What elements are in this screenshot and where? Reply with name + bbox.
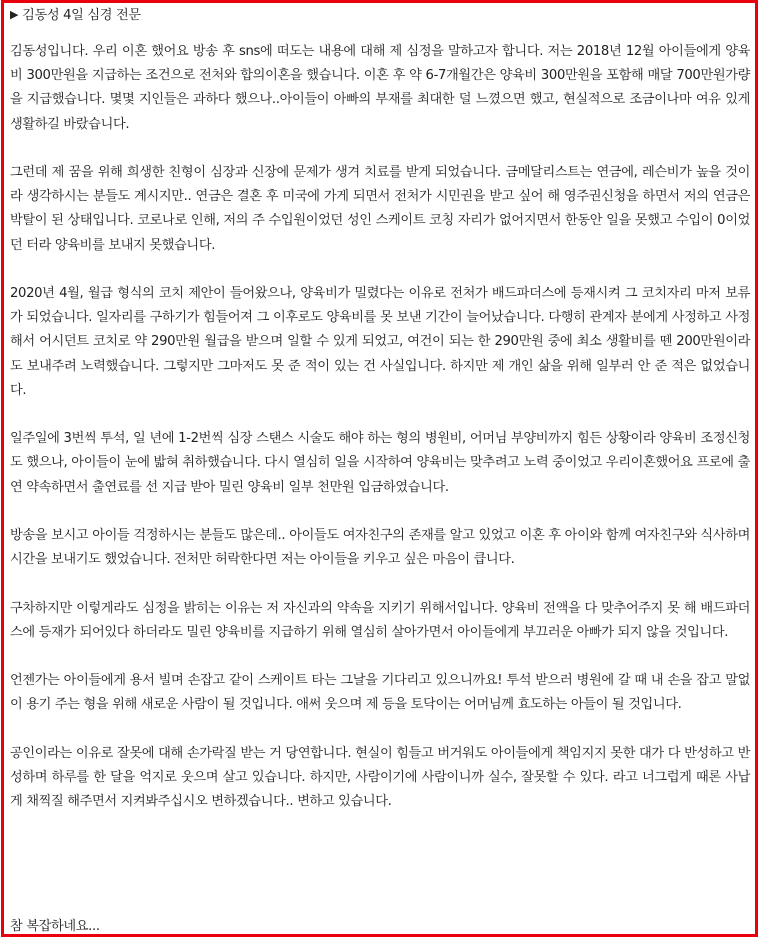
paragraph-7: 언젠가는 아이들에게 용서 빌며 손잡고 같이 스케이트 타는 그날을 기다리고 있으니까요! 투석 받으러 병원에 갈 때 내 손을 잡고 말없이 용기 주는 형을 위해 새로운 사람이 될 것입니다. 애써 웃으며 제 등을 토닥이는 어머님께 효도하는 아들이 될 것입니다. — [10, 673, 750, 713]
spacer — [10, 137, 750, 161]
paragraph-6: 구차하지만 이렇게라도 심정을 밝히는 이유는 저 자신과의 약속을 지키기 위해서입니다. 양육비 전액을 다 맞추어주지 못 해 배드파더스에 등재가 되어있다 하더라도 밀린 양육비를 지급하기 위해 열심히 살아가면서 아이들에게 부끄러운 아빠가 되지 않을 것입니다. — [10, 600, 750, 640]
article-title-text: 김동성 4일 심경 전문 — [22, 8, 141, 23]
article-frame — [1, 0, 758, 937]
paragraph-5: 방송을 보시고 아이들 걱정하시는 분들도 많은데.. 아이들도 여자친구의 존재를 알고 있었고 이혼 후 아이와 함께 여자친구와 식사하며 시간을 보내기도 했었습니다. 전처만 허락한다면 저는 아이들을 키우고 싶은 마음이 큽니다. — [10, 528, 750, 568]
paragraph-8: 공인이라는 이유로 잘못에 대해 손가락질 받는 거 당연합니다. 현실이 힘들고 버거워도 아이들에게 책임지지 못한 대가 다 반성하고 반성하며 하루를 한 달을 억지로 웃으며 살고 있습니다. 하지만, 사람이기에 사람이니까 실수, 잘못할 수 있다. 라고 너그럽게 때론 사납게 채찍질 해주면서 지켜봐주십시오 변하겠습니다.. 변하고 있습니다. — [10, 745, 750, 810]
triangle-bullet-icon: ▶ — [10, 8, 19, 21]
article-title — [10, 3, 750, 29]
spacer — [10, 500, 750, 524]
paragraph-4: 일주일에 3번씩 투석, 일 년에 1-2번씩 심장 스탠스 시술도 해야 하는 형의 병원비, 어머님 부양비까지 힘든 상황이라 양육비 조정신청도 했으나, 아이들이 눈에 밟혀 취하했습니다. 다시 열심히 일을 시작하여 양육비는 맞추려고 노력 중이었고 우리이혼했어요 프로에 출연 약속하면서 출연료를 선 지급 받아 밀린 양육비 일부 천만원 입금하였습니다. — [10, 431, 750, 495]
paragraph-2: 그런데 제 꿈을 위해 희생한 친형이 심장과 신장에 문제가 생겨 치료를 받게 되었습니다. 금메달리스트는 연금에, 레슨비가 높을 것이라 생각하시는 분들도 계시지만.. 연금은 결혼 후 미국에 가게 되면서 전처가 시민권을 받고 싶어 해 영주권신청을 하면서 저의 연금은 박탈이 된 상태입니다. 코로나로 인해, 저의 주 수입원이었던 성인 스케이트 코칭 자리가 없어지면서 한동안 일을 못했고 수입이 0이었던 터라 양육비를 보내지 못했습니다. — [10, 165, 750, 253]
article-body — [10, 3, 750, 814]
spacer — [10, 645, 750, 669]
spacer — [10, 29, 750, 40]
paragraph-3: 2020년 4월, 월급 형식의 코치 제안이 들어왔으나, 양육비가 밀렸다는 이유로 전처가 배드파더스에 등재시켜 그 코치자리 마저 보류가 되었습니다. 일자리를 구하기가 힘들어져 그 이후로도 양육비를 못 보낸 기간이 늘어났습니다. 다행히 관계자 분에게 사정하고 사정해서 어시던트 코치로 약 290만원 월급을 받으며 일할 수 있게 되었고, 여건이 되는 한 290만원 중에 최소 생활비를 뗀 200만원이라도 보내주려 노력했습니다. 그렇지만 그마저도 못 준 적이 있는 건 사실입니다. 하지만 제 개인 삶을 위해 일부러 안 준 적은 없었습니다. — [10, 286, 750, 398]
spacer — [10, 572, 750, 596]
spacer — [10, 718, 750, 742]
spacer — [10, 403, 750, 427]
closing-remark: 참 복잡하네요... — [10, 919, 100, 934]
spacer — [10, 258, 750, 282]
paragraph-1: 김동성입니다. 우리 이혼 했어요 방송 후 sns에 떠도는 내용에 대해 제 심정을 말하고자 합니다. 저는 2018년 12월 아이들에게 양육비 300만원을 지급하는 조건으로 전처와 합의이혼을 했습니다. 이혼 후 약 6-7개월간은 양육비 300만원을 포함해 매달 700만원가량을 지급했습니다. 몇몇 지인들은 과하다 했으나..아이들이 아빠의 부재를 최대한 덜 느꼈으면 했고, 현실적으로 조금이나마 여유 있게 생활하길 바랐습니다. — [10, 44, 750, 132]
